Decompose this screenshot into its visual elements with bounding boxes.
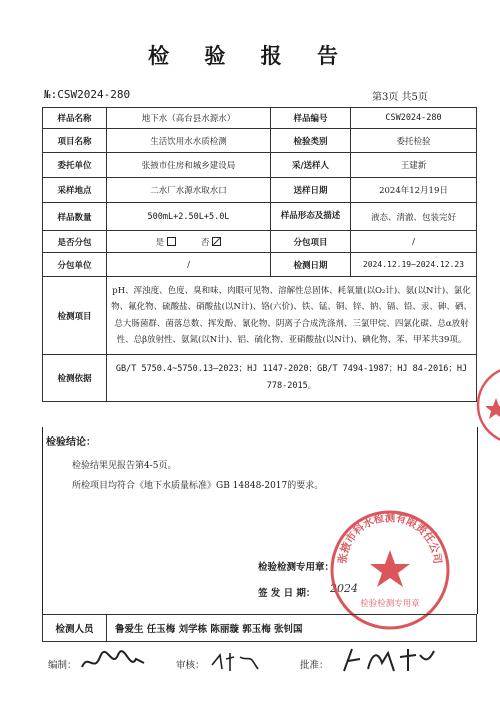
- table-row: [43, 355, 477, 402]
- checkbox-checked-icon: [212, 237, 221, 246]
- sample-no-value: CSW2024-280: [351, 108, 477, 129]
- staff-table: [42, 614, 477, 642]
- signature-row: [48, 651, 468, 679]
- basis-label: 检测依据: [43, 355, 107, 402]
- table-row: [43, 129, 477, 153]
- site-label: 采样地点: [43, 178, 107, 203]
- partial-seal-icon: [474, 340, 500, 470]
- staff-label: 检测人员: [43, 615, 107, 642]
- staff-names: 鲁爱生 任玉梅 刘学栋 陈丽璇 郭玉梅 张钊国: [107, 615, 477, 642]
- table-row: [43, 108, 477, 129]
- approver-signature-icon: [338, 643, 438, 679]
- sender-value: 王建新: [351, 153, 477, 178]
- author-signature-icon: [78, 647, 148, 677]
- date-label: 送样日期: [271, 178, 351, 203]
- sender-label: 采/送样人: [271, 153, 351, 178]
- table-row: [43, 277, 477, 355]
- subcontract-unit-value: /: [107, 253, 271, 277]
- seal-center-text: 检验检测专用章: [360, 599, 420, 609]
- subcontract-item-value: /: [351, 231, 477, 253]
- table-row: [43, 203, 477, 231]
- author-label: 编制：: [48, 660, 77, 671]
- conclusion-line-1: 检验结果见报告第4-5页。: [72, 461, 177, 471]
- table-row: [43, 153, 477, 178]
- subcontract-value: [107, 231, 271, 253]
- project-label: 项目名称: [43, 129, 107, 153]
- test-date-value: 2024.12.19~2024.12.23: [351, 253, 477, 277]
- conclusion-label: 检验结论：: [46, 437, 96, 448]
- table-row: [43, 231, 477, 253]
- category-value: 委托检验: [351, 129, 477, 153]
- subcontract-item-label: 分包项目: [271, 231, 351, 253]
- reviewer-signature-icon: [208, 647, 264, 677]
- subcontract-no-label: 否: [200, 237, 210, 248]
- seal-label: 检验检测专用章：: [258, 562, 335, 573]
- info-table: [42, 107, 477, 402]
- client-label: 委托单位: [43, 153, 107, 178]
- subcontract-label: 是否分包: [43, 231, 107, 253]
- project-value: 生活饮用水水质检测: [107, 129, 271, 153]
- test-date-label: 检测日期: [271, 253, 351, 277]
- document-number: №:CSW2024-280: [44, 88, 131, 101]
- seal-text: 张掖市科水检测有限责任公司: [336, 511, 444, 565]
- client-value: 张掖市住房和城乡建设局: [107, 153, 271, 178]
- items-label: 检测项目: [43, 277, 107, 355]
- checkbox-unchecked-icon: [167, 237, 176, 246]
- date-value: 2024年12月19日: [351, 178, 477, 203]
- conclusion-line-2: 所检项目均符合《地下水质量标准》GB 14848-2017的要求。: [72, 481, 324, 491]
- page-info: 第3页 共5页: [372, 92, 428, 103]
- issue-date-label: 签 发 日 期：: [258, 588, 316, 599]
- category-label: 检验类别: [271, 129, 351, 153]
- table-row: [43, 253, 477, 277]
- subcontract-yes-label: 是: [155, 237, 165, 248]
- sample-no-label: 样品编号: [271, 108, 351, 129]
- form-value: 液态、清澈、包装完好: [351, 203, 477, 231]
- basis-value: GB/T 5750.4~5750.13—2023；HJ 1147-2020；GB/T 7494-1987；HJ 84-2016；HJ 778-2015。: [107, 355, 477, 402]
- qty-label: 样品数量: [43, 203, 107, 231]
- sample-name-label: 样品名称: [43, 108, 107, 129]
- form-label: 样品形态及描述: [271, 203, 351, 231]
- items-value: pH、浑浊度、色度、臭和味、肉眼可见物、溶解性总固体、耗氧量(以O₂计)、氨(以N计)、氯化物、氟化物、硫酸盐、硝酸盐(以N计)、铬(六价)、铁、锰、铜、锌、钠、镉、铅、汞、砷、硒、总大肠菌群、菌落总数、挥发酚、氰化物、阴离子合成洗涤剂、三氯甲烷、四氯化碳、总α放射性、总β放射性、氨氮(以N计)、铝、硫化物、亚硝酸盐(以N计)、碘化物、苯、甲苯共39项。: [107, 277, 477, 355]
- seal-star-icon: [370, 550, 410, 587]
- table-row: [43, 178, 477, 203]
- subcontract-unit-label: 分包单位: [43, 253, 107, 277]
- site-value: 二水厂水源水取水口: [107, 178, 271, 203]
- issue-date-value: 2024: [330, 582, 358, 595]
- sample-name-value: 地下水（高台县水源水）: [107, 108, 271, 129]
- review-label: 审核：: [176, 660, 205, 671]
- approve-label: 批准：: [300, 660, 329, 671]
- qty-value: 500mL+2.50L+5.0L: [107, 203, 271, 231]
- report-title: 检 验 报 告: [148, 43, 352, 68]
